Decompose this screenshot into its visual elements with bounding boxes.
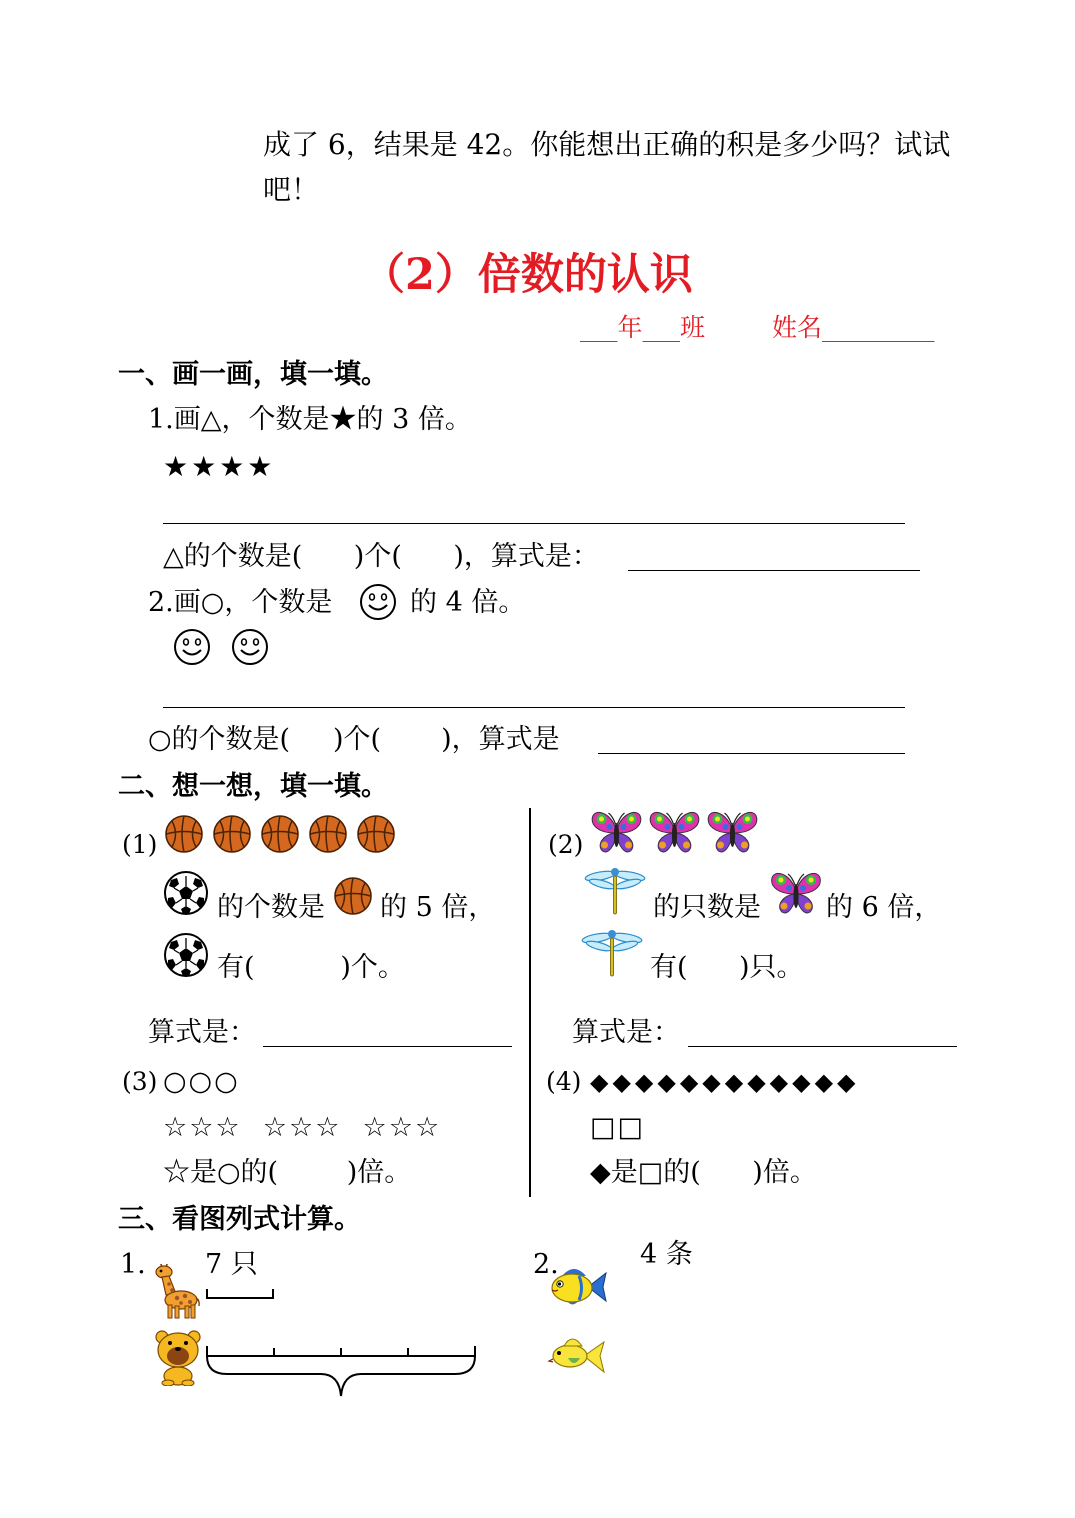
q2-drawing-line [163, 707, 905, 708]
p4-diamonds: ◆◆◆◆◆◆◆◆◆◆◆◆ [590, 1068, 860, 1096]
q2-formula-underline [598, 753, 905, 754]
basketball-icon [211, 814, 253, 854]
q1-answer-line: △的个数是( )个( )，算式是： [163, 541, 599, 572]
fish-count-label: 4 条 [640, 1239, 693, 1270]
p2-ask: 有( )只。 [650, 952, 804, 983]
basketball-icon [307, 814, 349, 854]
q2-prompt-before: 2.画○，个数是 [148, 587, 333, 618]
soccer-ball-icon [163, 870, 209, 916]
basketball-icon [333, 876, 373, 916]
giraffe-segment-bracket [205, 1286, 277, 1302]
s3-q2-label: 2. [533, 1249, 559, 1280]
smiley-icon [172, 627, 212, 667]
p2-butterfly-row [590, 809, 759, 855]
p2-relation-end: 的 6 倍， [826, 892, 942, 923]
basketball-icon [259, 814, 301, 854]
p3-label: (3) [122, 1067, 158, 1096]
basketball-icon [355, 814, 397, 854]
smiley-icon [358, 582, 398, 622]
s3-q1-label: 1. [120, 1249, 146, 1280]
p1-label: (1) [122, 830, 158, 859]
giraffe-count-label: 7 只 [205, 1249, 258, 1280]
section2-heading: 二、想一想，填一填。 [118, 771, 388, 802]
p2-formula-label: 算式是： [572, 1017, 680, 1048]
dragonfly-icon [584, 864, 646, 916]
bear-icon [152, 1328, 204, 1386]
butterfly-icon [648, 809, 701, 855]
page-title: （2）倍数的认识 [362, 250, 693, 300]
p3-stars: ☆☆☆ ☆☆☆ ☆☆☆ [163, 1112, 442, 1143]
name-field: 姓名_________ [772, 313, 935, 342]
q2-prompt-after: 的 4 倍。 [410, 587, 526, 618]
p2-label: (2) [548, 830, 584, 859]
soccer-ball-icon [163, 932, 209, 978]
bear-total-brace [207, 1356, 475, 1396]
intro-line-2: 吧！ [263, 173, 320, 206]
q2-given-smileys [172, 627, 270, 667]
butterfly-icon [770, 870, 822, 916]
q1-prompt: 1.画△，个数是★的 3 倍。 [148, 404, 472, 435]
p1-ask: 有( )个。 [217, 952, 405, 983]
basketball-icon [163, 814, 205, 854]
bear-segment-line [207, 1346, 475, 1356]
giraffe-icon [152, 1262, 202, 1320]
p4-label: (4) [546, 1067, 582, 1096]
p2-relation-mid: 的只数是 [653, 892, 761, 923]
grade-class-field: ___年___班 [580, 313, 706, 342]
butterfly-icon [706, 809, 759, 855]
p1-basketball-row [163, 814, 397, 854]
p1-relation-mid: 的个数是 [217, 892, 325, 923]
section2-divider [529, 808, 531, 1197]
p1-formula-underline [263, 1046, 512, 1047]
smiley-icon [230, 627, 270, 667]
intro-line-1: 成了 6，结果是 42。你能想出正确的积是多少吗？试试 [263, 128, 951, 161]
p1-formula-label: 算式是： [148, 1017, 256, 1048]
p1-relation-end: 的 5 倍， [380, 892, 496, 923]
q1-given-stars: ★★★★ [163, 450, 276, 483]
section3-heading: 三、看图列式计算。 [118, 1204, 361, 1235]
p3-question: ☆是○的( )倍。 [163, 1157, 412, 1188]
bear-segment-diagram [205, 1344, 479, 1400]
q2-answer-line: ○的个数是( )个( )，算式是 [148, 724, 560, 755]
p2-formula-underline [688, 1046, 957, 1047]
dragonfly-icon [581, 926, 643, 978]
p4-squares: □□ [590, 1112, 646, 1143]
p4-question: ◆是□的( )倍。 [590, 1157, 817, 1188]
q1-drawing-line [163, 523, 905, 524]
q1-formula-underline [628, 570, 920, 571]
fish-icon [546, 1262, 608, 1312]
small-fish-icon [546, 1328, 608, 1378]
butterfly-icon [590, 809, 643, 855]
p3-circles: ○○○ [163, 1066, 240, 1097]
section1-heading: 一、画一画，填一填。 [118, 359, 388, 390]
